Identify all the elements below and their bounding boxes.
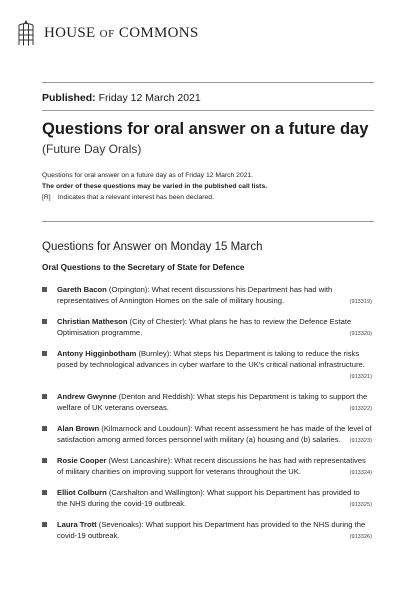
header-rule <box>42 82 374 83</box>
question-ref: (913326) <box>349 534 372 540</box>
member-constituency: (Sevenoaks): <box>98 520 144 529</box>
question-ref: (913320) <box>349 331 372 337</box>
question-ref: (913322) <box>349 406 372 412</box>
member-constituency: (Orpington): <box>108 285 150 294</box>
member-constituency: (Kilmarnock and Loudoun): <box>101 424 193 433</box>
bullet-icon <box>42 394 47 399</box>
intro-rule <box>42 221 374 222</box>
question-item <box>42 348 372 383</box>
member-constituency: (West Lancashire): <box>108 456 173 465</box>
question-item <box>42 284 372 308</box>
house-of-commons-logo <box>16 20 199 46</box>
question-text: What recent discussions he has had with representatives of military charities on improving support for veterans throughout the UK. <box>57 456 366 476</box>
published-line <box>42 92 201 104</box>
bullet-icon <box>42 351 47 356</box>
bullet-icon <box>42 319 47 324</box>
bullet-icon <box>42 522 47 527</box>
question-item <box>42 455 372 479</box>
bullet-icon <box>42 287 47 292</box>
question-text: What recent assessment he has made of the level of satisfaction among armed forces personnel with military (a) housing and (b) salaries. <box>57 424 372 444</box>
logo-of: OF <box>99 27 115 40</box>
questions-list <box>42 284 372 543</box>
section-heading: Questions for Answer on Monday 15 March <box>42 241 263 253</box>
published-rule <box>42 110 374 111</box>
question-item <box>42 423 372 447</box>
question-text: What plans he has to review the Defence Estate Optimisation programme. <box>57 317 352 337</box>
member-name: Andrew Gwynne <box>57 392 117 401</box>
member-name: Laura Trott <box>57 520 97 529</box>
member-name: Antony Higginbotham <box>57 349 137 358</box>
bullet-icon <box>42 426 47 431</box>
member-name: Christian Matheson <box>57 317 128 326</box>
question-item <box>42 316 372 340</box>
member-name: Alan Brown <box>57 424 100 433</box>
question-ref: (913319) <box>349 299 372 305</box>
intro-notes <box>42 170 372 203</box>
member-constituency: (Denton and Reddish): <box>118 392 196 401</box>
question-ref: (913324) <box>349 470 372 476</box>
intro-line-1: Questions for oral answer on a future day as of Friday 12 March 2021. <box>42 172 254 179</box>
question-item <box>42 487 372 511</box>
department-subheading: Oral Questions to the Secretary of State for Defence <box>42 263 245 272</box>
logo-commons: COMMONS <box>118 24 199 41</box>
member-name: Gareth Bacon <box>57 285 107 294</box>
bullet-icon <box>42 458 47 463</box>
question-item <box>42 391 372 415</box>
question-text: What recent discussions his Department has had with representatives of Annington Homes on the sale of military housing. <box>57 285 333 305</box>
published-date: Friday 12 March 2021 <box>98 92 201 104</box>
member-constituency: (Burnley): <box>138 349 172 358</box>
portcullis-icon <box>16 20 36 46</box>
published-label: Published: <box>42 92 96 104</box>
relevant-interest-text: Indicates that a relevant interest has been declared. <box>57 194 214 201</box>
question-item <box>42 519 372 543</box>
question-ref: (913323) <box>349 438 372 444</box>
bullet-icon <box>42 490 47 495</box>
member-constituency: (City of Chester): <box>129 317 187 326</box>
question-ref: (913321) <box>349 374 372 380</box>
member-constituency: (Carshalton and Wallington): <box>108 488 205 497</box>
question-text: What support his Department has provided to the NHS during the covid-19 outbreak. <box>57 488 360 508</box>
intro-line-2: The order of these questions may be varied in the published call lists. <box>42 183 268 190</box>
member-name: Rosie Cooper <box>57 456 107 465</box>
question-ref: (913325) <box>349 502 372 508</box>
member-name: Elliot Colburn <box>57 488 107 497</box>
question-text: What support his Department has provided to the NHS during the covid-19 outbreak. <box>57 520 366 540</box>
question-text: What steps his Department is taking to reduce the risks posed by technological advances in cyber warfare to the UK's critical national infrastructure. <box>57 349 365 369</box>
relevant-interest-tag: [R] <box>42 194 51 201</box>
page-subtitle: (Future Day Orals) <box>42 142 142 156</box>
logo-house: HOUSE <box>44 24 96 41</box>
intro-r-line <box>42 192 372 203</box>
question-text: What steps his Department is taking to support the welfare of UK veterans overseas. <box>57 392 368 412</box>
page-title: Questions for oral answer on a future day <box>42 120 369 138</box>
